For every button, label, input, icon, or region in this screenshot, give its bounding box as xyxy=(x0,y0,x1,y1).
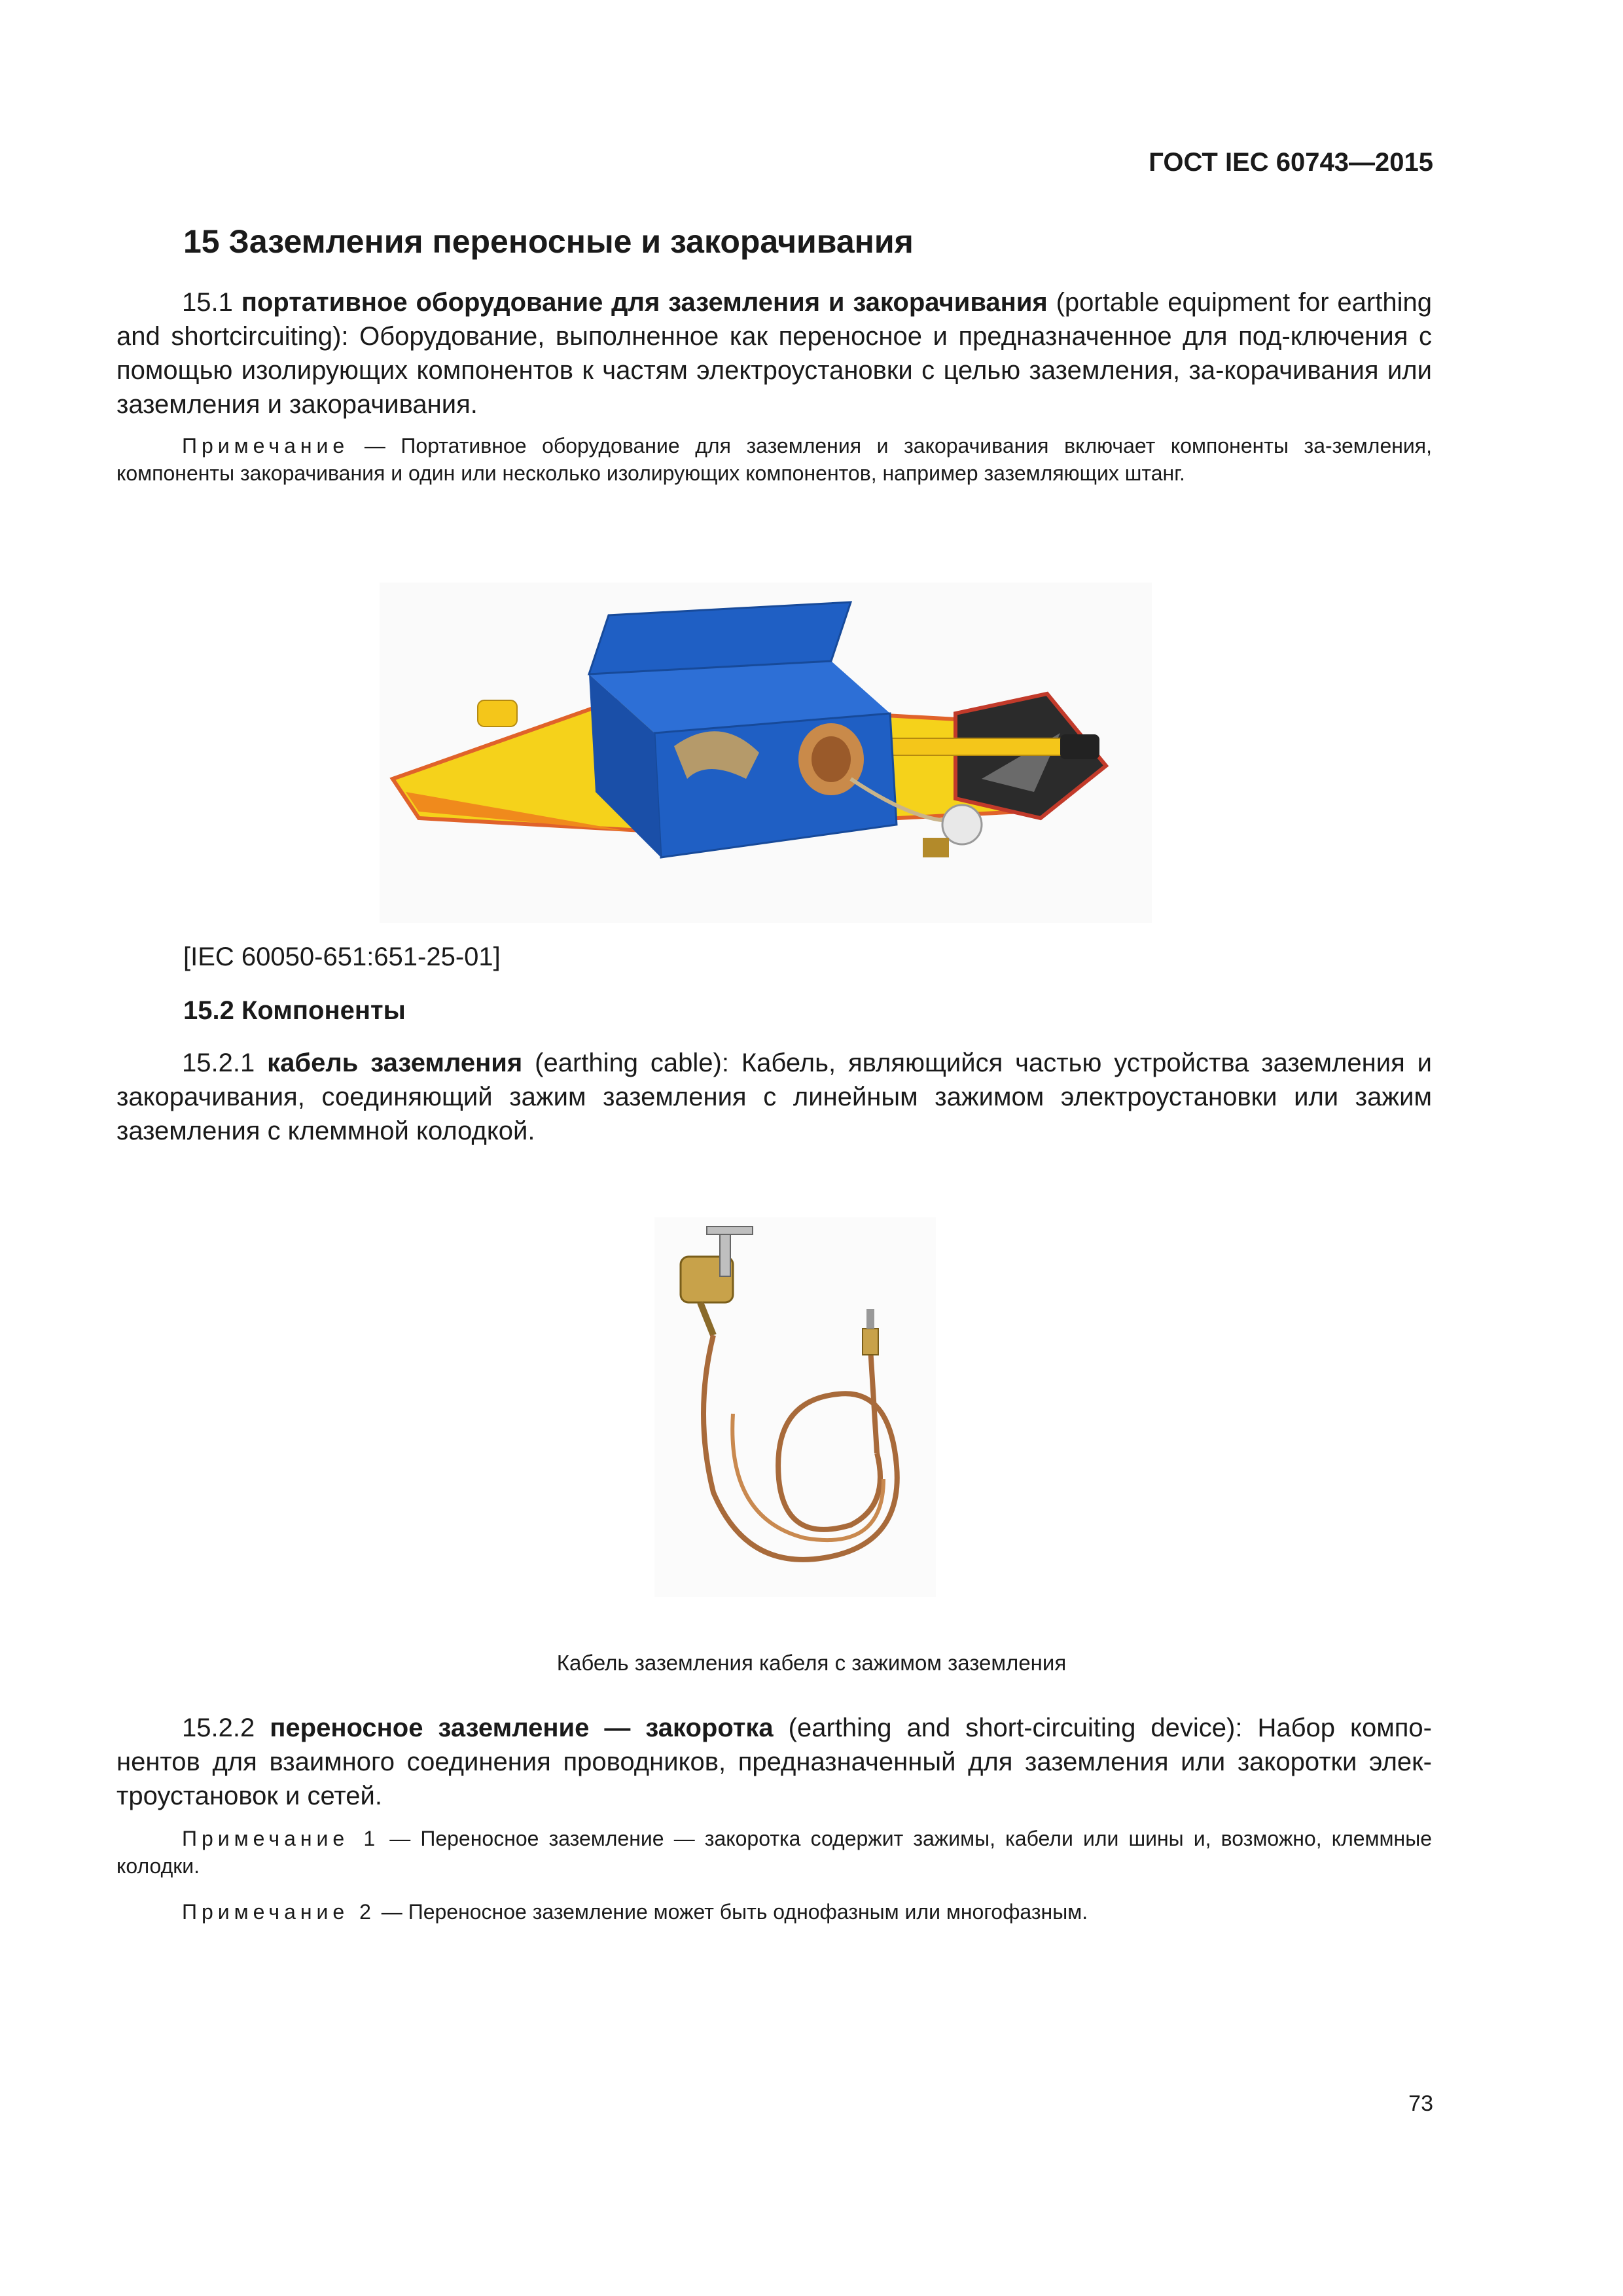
term-english: (earthing cable): xyxy=(535,1049,729,1077)
term-name: переносное заземление — закоротка xyxy=(270,1713,774,1742)
figure-earthing-cable xyxy=(654,1217,936,1597)
term-definition: Оборудование, выполненное как переносное и предназначенное для под-ключения с помощью изолирующих компонентов к частям электроустановки с целью заземления, за-корачивания или заземления и закорачивания. xyxy=(116,322,1432,419)
term-15-1 xyxy=(116,285,1432,422)
term-number: 15.2.1 xyxy=(182,1049,255,1077)
note-text: — Портативное оборудование для заземления и закорачивания включает компоненты за-земления, компоненты закорачивания и один или несколько изолирующих компонентов, например заземляющих штанг. xyxy=(116,434,1432,485)
note-15-2-2-1 xyxy=(116,1825,1432,1880)
note-15-1 xyxy=(116,432,1432,487)
standard-code: ГОСТ IEC 60743—2015 xyxy=(1149,148,1433,177)
note-text: — Переносное заземление может быть однофазным или многофазным. xyxy=(381,1900,1088,1924)
note-label: Примечание xyxy=(182,434,349,457)
note-label: Примечание 2 xyxy=(182,1900,376,1924)
section-title: 15 Заземления переносные и закорачивания xyxy=(183,223,914,260)
figure-earthing-kit xyxy=(380,583,1152,923)
term-15-2-1 xyxy=(116,1046,1432,1148)
term-15-2-2 xyxy=(116,1711,1432,1813)
earthing-kit-image xyxy=(380,583,1152,923)
term-english: (earthing and short-circuiting device): xyxy=(788,1713,1243,1742)
term-number: 15.2.2 xyxy=(182,1713,255,1742)
note-label: Примечание 1 xyxy=(182,1827,380,1850)
subsection-title: 15.2 Компоненты xyxy=(183,996,406,1025)
note-15-2-2-2 xyxy=(116,1898,1432,1926)
earthing-cable-image xyxy=(654,1217,936,1597)
page-number: 73 xyxy=(1408,2091,1433,2116)
note-text: — Переносное заземление — закоротка содержит зажимы, кабели или шины и, возможно, клеммные колодки. xyxy=(116,1827,1433,1878)
reference: [IEC 60050-651:651-25-01] xyxy=(183,942,501,971)
term-english: (portable equipment for earthing and shortcircuiting): xyxy=(116,288,1432,351)
term-definition: Набор компо-нентов для взаимного соединения проводников, предназначенный для заземления или закоротки элек-троустановок и сетей. xyxy=(116,1713,1432,1810)
figure-caption: Кабель заземления кабеля с зажимом заземления xyxy=(556,1651,1067,1675)
term-definition: Кабель, являющийся частью устройства заземления и закорачивания, соединяющий зажим заземления с линейным зажимом электроустановки или зажим заземления с клеммной колодкой. xyxy=(116,1049,1432,1145)
term-name: кабель заземления xyxy=(267,1049,523,1077)
term-number: 15.1 xyxy=(182,288,233,317)
term-name: портативное оборудование для заземления и закорачивания xyxy=(241,288,1048,317)
